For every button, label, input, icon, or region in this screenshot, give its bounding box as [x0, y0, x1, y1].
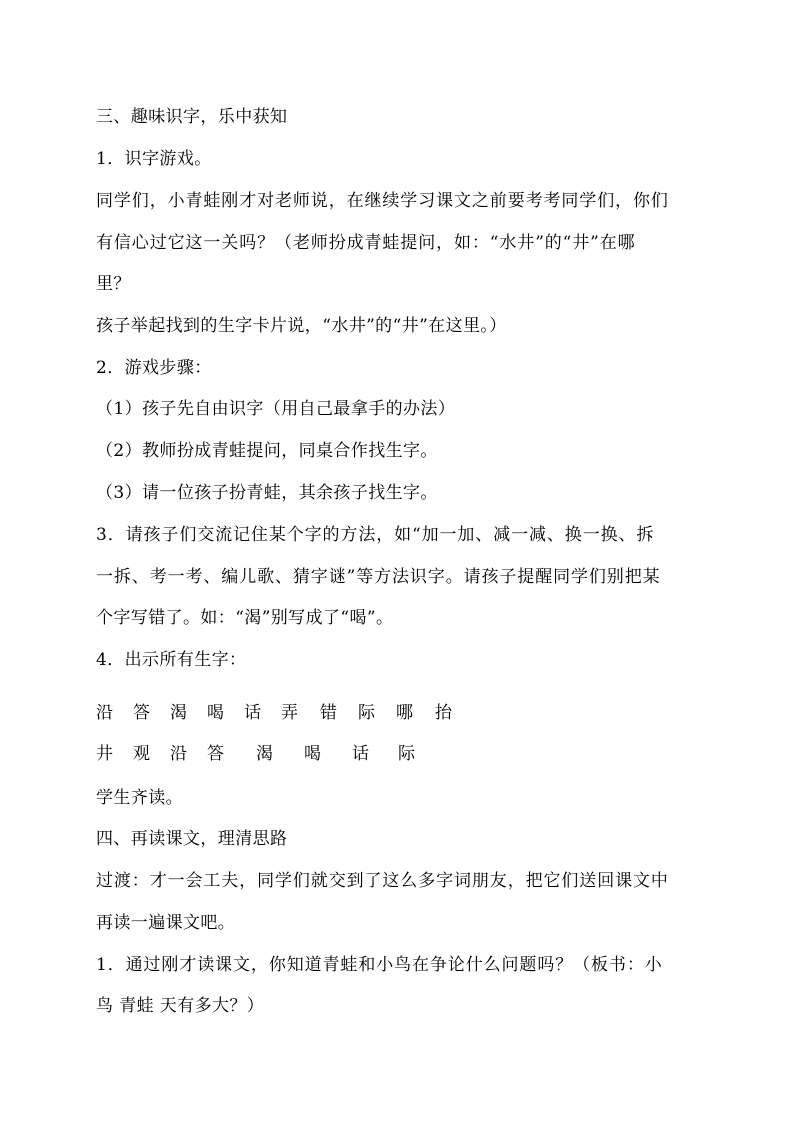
character: 沿: [170, 744, 187, 764]
character: 井: [96, 744, 113, 764]
character: 弄: [281, 703, 298, 723]
paragraph-line: 有信心过它这一关吗？（老师扮成青蛙提问，如：“水井”的“井”在哪: [96, 233, 636, 253]
step-3: （3）请一位孩子扮青蛙，其余孩子找生字。: [96, 483, 438, 503]
character: 观: [133, 744, 150, 764]
item-1-heading: 1．识字游戏。: [96, 149, 212, 169]
step-2: （2）教师扮成青蛙提问，同桌合作找生字。: [96, 441, 438, 461]
character: 喝: [207, 703, 224, 723]
question-line: 鸟 青蛙 天有多大？）: [96, 996, 265, 1016]
item-2-heading: 2．游戏步骤：: [96, 358, 212, 378]
step-1: （1）孩子先自由识字（用自己最拿手的办法）: [96, 399, 456, 419]
character: 际: [398, 744, 415, 764]
character: 答: [207, 744, 224, 764]
paragraph-line: 过渡：才一会工夫，同学们就交到了这么多字词朋友，把它们送回课文中: [96, 871, 669, 891]
paragraph-line: 同学们，小青蛙刚才对老师说，在继续学习课文之前要考考同学们，你们: [96, 191, 669, 211]
character: 际: [358, 703, 375, 723]
paragraph-line: 里？: [96, 274, 131, 294]
character: 话: [352, 744, 369, 764]
character: 答: [133, 703, 150, 723]
character: 错: [320, 703, 337, 723]
item-3-line: 3．请孩子们交流记住某个字的方法，如“加一加、减一减、换一换、拆: [96, 525, 655, 545]
item-4-heading: 4．出示所有生字：: [96, 650, 247, 670]
character: 渴: [256, 744, 273, 764]
character: 喝: [304, 744, 321, 764]
character-row-1: [96, 702, 476, 724]
section-heading-3: 三、趣味识字，乐中获知: [96, 107, 288, 127]
question-line: 1．通过刚才读课文，你知道青蛙和小鸟在争论什么问题吗？（板书：小: [96, 955, 663, 975]
character: 渴: [170, 703, 187, 723]
item-3-line: 一拆、考一考、编儿歌、猜字谜”等方法识字。请孩子提醒同学们别把某: [96, 567, 661, 587]
character: 哪: [396, 703, 413, 723]
character: 话: [244, 703, 261, 723]
character: 沿: [96, 703, 113, 723]
item-3-line: 个字写错了。如：“渴”别写成了“喝”。: [96, 608, 394, 628]
character: 抬: [435, 703, 452, 723]
character-row-2: [96, 743, 436, 765]
paragraph-line: 孩子举起找到的生字卡片说，“水井”的“井”在这里。）: [96, 316, 507, 336]
paragraph-line: 再读一遍课文吧。: [96, 913, 236, 933]
paragraph-line: 学生齐读。: [96, 788, 183, 808]
section-heading-4: 四、再读课文，理清思路: [96, 829, 288, 849]
